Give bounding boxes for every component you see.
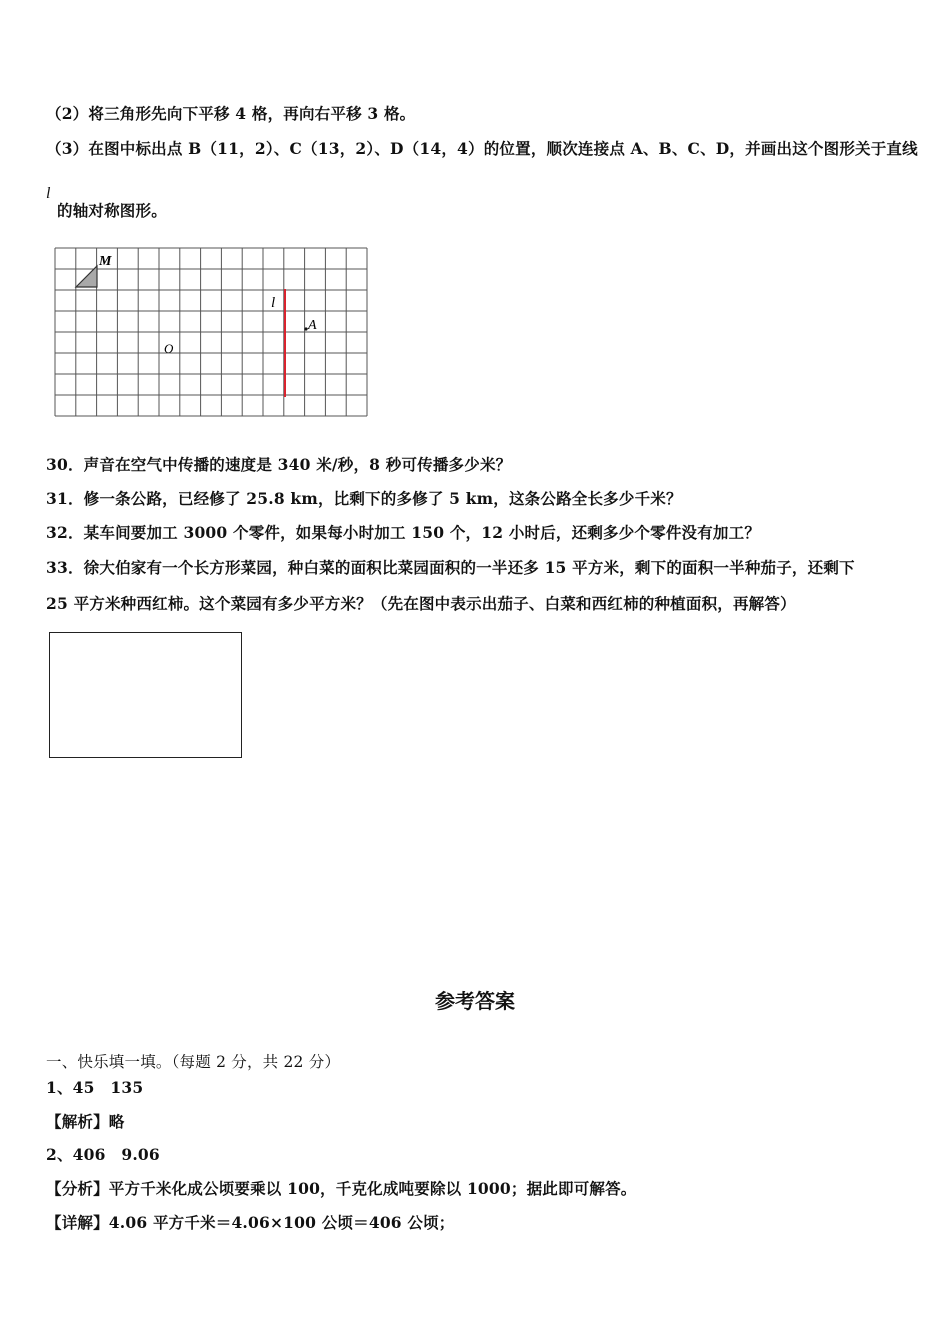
line-l-symbol: l xyxy=(46,185,51,202)
question-29-part-3: （3）在图中标出点 B（11，2）、C（13，2）、D（14，4）的位置，顺次连接点 A、B、C、D，并画出这个图形关于直线 xyxy=(46,139,918,158)
answer-key-title: 参考答案 xyxy=(435,989,515,1013)
question-31: 31．修一条公路，已经修了 25.8 km，比剩下的多修了 5 km，这条公路全长多少千米？ xyxy=(46,489,682,508)
answer-2-analysis: 【分析】平方千米化成公顷要乘以 100，千克化成吨要除以 1000；据此即可解答。 xyxy=(46,1179,637,1198)
answer-2: 2、406 9.06 xyxy=(46,1145,160,1164)
question-30: 30．声音在空气中传播的速度是 340 米/秒，8 秒可传播多少米？ xyxy=(46,455,512,474)
question-29-part-3-tail: 的轴对称图形。 xyxy=(57,201,167,220)
grid-figure xyxy=(52,245,370,421)
garden-rectangle[interactable] xyxy=(49,632,242,758)
answer-1: 1、45 135 xyxy=(46,1078,144,1097)
answer-1-analysis: 【解析】略 xyxy=(46,1112,125,1131)
question-33-line-2: 25 平方米种西红柿。这个菜园有多少平方米？（先在图中表示出茄子、白菜和西红柿的种植面积，再解答） xyxy=(46,594,796,613)
label-a: A xyxy=(308,318,317,333)
label-o: O xyxy=(164,341,174,356)
question-33-line-1: 33．徐大伯家有一个长方形菜园，种白菜的面积比菜园面积的一半还多 15 平方米，剩下的面积一半种茄子，还剩下 xyxy=(46,558,855,577)
question-32: 32．某车间要加工 3000 个零件，如果每小时加工 150 个，12 小时后，还剩多少个零件没有加工？ xyxy=(46,523,761,542)
label-l: l xyxy=(271,295,276,311)
answer-section-1-heading: 一、快乐填一填。（每题 2 分，共 22 分） xyxy=(46,1053,341,1071)
grid-lines xyxy=(55,248,367,416)
label-m: M xyxy=(99,254,112,269)
answer-2-detail: 【详解】4.06 平方千米＝4.06×100 公顷＝406 公顷； xyxy=(46,1213,455,1232)
question-29-part-2: （2）将三角形先向下平移 4 格，再向右平移 3 格。 xyxy=(46,104,416,123)
